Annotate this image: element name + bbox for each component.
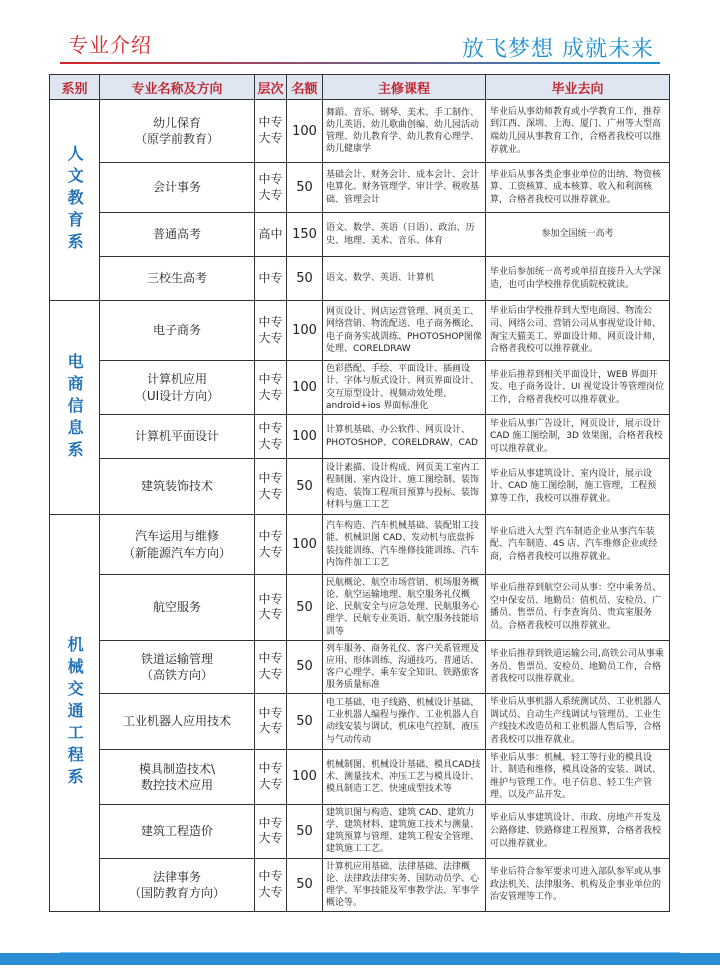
table-row — [50, 100, 670, 163]
major-name: 法律事务 （国防教育方向） — [100, 858, 255, 912]
header-major: 专业名称及方向 — [100, 75, 255, 100]
career-cell: 毕业后从事建筑设计、市政、房地产开发及公路修建、铁路修建工程预算，合格者我校可以推荐就业。 — [486, 805, 670, 859]
quota-cell: 50 — [287, 640, 323, 694]
quota-cell: 50 — [287, 257, 323, 301]
title-divider — [60, 62, 660, 64]
quota-cell: 100 — [287, 361, 323, 415]
quota-cell: 50 — [287, 805, 323, 859]
courses-cell: 舞蹈、音乐、钢琴、美术、手工制作、幼儿英语、幼儿歌曲创编、幼儿园活动 管理、幼儿教育学、幼儿教育心理学、幼儿健康学 — [323, 100, 486, 163]
department-name: 电商信息系 — [50, 301, 100, 515]
quota-cell: 50 — [287, 575, 323, 641]
level-cell: 中专 大专 — [255, 858, 287, 912]
quota-cell: 100 — [287, 749, 323, 804]
major-name: 计算机应用 （UI设计方向） — [100, 361, 255, 415]
career-cell: 毕业后进入大型 汽车制造企业从事汽车装配、汽车制造、4S 店、汽车维修企业或经商，合格者我校可以推荐就业。 — [486, 515, 670, 575]
courses-cell: 机械制图、机械设计基础、模具CAD技术、测量技术、冲压工艺与模具设计、模具制造工艺、快速成型技术等 — [323, 749, 486, 804]
major-name: 电子商务 — [100, 301, 255, 361]
major-name: 建筑工程造价 — [100, 805, 255, 859]
level-cell: 中专 大专 — [255, 640, 287, 694]
table-row — [50, 301, 670, 361]
major-name: 幼儿保育 （原学前教育） — [100, 100, 255, 163]
table-row — [50, 694, 670, 749]
department-name: 人文教育系 — [50, 100, 100, 301]
career-cell: 毕业后符合参军要求可进入部队参军或从事政法机关、法律服务、机构及企事业单位的治安管理等工作。 — [486, 858, 670, 912]
courses-cell: 色彩搭配、手绘、平面设计、插画设计、字体与版式设计、网页界面设计、交互原型设计、视频动效处理、android+ios 界面标准化 — [323, 361, 486, 415]
quota-cell: 150 — [287, 213, 323, 257]
level-cell: 中专 大专 — [255, 163, 287, 213]
career-cell: 毕业后推荐到航空公司从事：空中乘务员、空中保安员、地勤员：值机员、安检员、广播员、售票员、行李查询员、贵宾室服务员。合格者我校可以推荐就业。 — [486, 575, 670, 641]
level-cell: 中专 大专 — [255, 301, 287, 361]
courses-cell: 计算机基础、办公软件、网页设计、PHOTOSHOP、CORELDRAW、CAD — [323, 415, 486, 459]
courses-cell: 列车服务、商务礼仪、客户关系管理及应用、形体训练、沟通技巧、普通话、客户心理学、乘车安全知识、铁路旅客服务质量标准 — [323, 640, 486, 694]
career-cell: 毕业后推荐到相关平面设计，WEB 界面开发、电子商务设计、UI 视觉设计等管理岗位工作，合格者我校可以推荐就业。 — [486, 361, 670, 415]
courses-cell: 电工基础、电子线路、机械设计基础、工业机器人编程与操作、工业机器人自动线安装与调试、机床电气控制、液压与气动传动 — [323, 694, 486, 749]
level-cell: 中专 大专 — [255, 100, 287, 163]
level-cell: 中专 大专 — [255, 805, 287, 859]
quota-cell: 50 — [287, 459, 323, 515]
career-cell: 毕业后推荐到铁道运输公司,高铁公司从事乘务员、售票员、安检员、地勤员工作，合格者我校可以推荐就业。 — [486, 640, 670, 694]
header-career: 毕业去向 — [486, 75, 670, 100]
header-level: 层次 — [255, 75, 287, 100]
footer-bar — [0, 953, 720, 965]
level-cell: 中专 大专 — [255, 694, 287, 749]
majors-table — [49, 74, 670, 912]
career-cell: 毕业后由学校推荐到大型电商园、物流公司、网络公司、营销公司从事视觉设计师、淘宝天猫美工、界面设计师、网页设计师，合格者我校可以推荐就业。 — [486, 301, 670, 361]
major-name: 计算机平面设计 — [100, 415, 255, 459]
quota-cell: 100 — [287, 100, 323, 163]
level-cell: 高中 — [255, 213, 287, 257]
career-cell: 毕业后从事广告设计，网页设计，展示设计 CAD 施工图绘制，3D 效果图，合格者我校可以推荐就业。 — [486, 415, 670, 459]
department-name: 机械交通工程系 — [50, 515, 100, 912]
major-name: 铁道运输管理 （高铁方向） — [100, 640, 255, 694]
header-quota: 名额 — [287, 75, 323, 100]
level-cell: 中专 大专 — [255, 459, 287, 515]
major-name: 工业机器人应用技术 — [100, 694, 255, 749]
level-cell: 中专 大专 — [255, 515, 287, 575]
level-cell: 中专 大专 — [255, 361, 287, 415]
career-cell: 毕业后从事机器人系统测试员、工业机器人调试员、自动生产线调试与管理员、工业生产线技术改造员和工业机器人售后等，合格者我校可以推荐就业。 — [486, 694, 670, 749]
table-header-row — [50, 75, 670, 100]
page-title: 专业介绍 — [68, 33, 152, 57]
slogan: 放飞梦想 成就未来 — [462, 37, 654, 62]
courses-cell: 基础会计、财务会计、成本会计、会计电算化、财务管理学、审计学、税收基础、管理会计 — [323, 163, 486, 213]
major-name: 三校生高考 — [100, 257, 255, 301]
table-row — [50, 415, 670, 459]
career-cell: 毕业后从事幼师教育或小学教育工作，推荐到江西、深圳、上海、厦门、广州等大型高端幼儿园从事教育工作，合格者我校可以推荐就业。 — [486, 100, 670, 163]
quota-cell: 100 — [287, 301, 323, 361]
level-cell: 中专 大专 — [255, 575, 287, 641]
career-cell: 毕业后参加统一高考或单招直接升入大学深造，也可由学校推荐优质院校就读。 — [486, 257, 670, 301]
quota-cell: 100 — [287, 415, 323, 459]
table-row — [50, 257, 670, 301]
courses-cell: 语文、数学、英语（日语）、政治、历史、地理、美术、音乐、体育 — [323, 213, 486, 257]
table-row — [50, 213, 670, 257]
table-row — [50, 749, 670, 804]
table-row — [50, 163, 670, 213]
quota-cell: 50 — [287, 694, 323, 749]
courses-cell: 网页设计、网店运营管理、网页美工、网络营销、物流配送、电子商务概论、电子商务实战训练、PHOTOSHOP图像处理、CORELDRAW — [323, 301, 486, 361]
quota-cell: 100 — [287, 515, 323, 575]
header-department: 系别 — [50, 75, 100, 100]
major-name: 普通高考 — [100, 213, 255, 257]
level-cell: 中专 大专 — [255, 415, 287, 459]
courses-cell: 民航概论、航空市场营销、机场服务概论、航空运输地理、航空服务礼仪概论、民航安全与应急处理、民航服务心理学、民航专业英语、航空服务技能培训等 — [323, 575, 486, 641]
courses-cell: 计算机应用基础、法律基础、法律概论、法律政法律实务、国防动员学、心理学、军事技能及军事教学法、军事学概论等。 — [323, 858, 486, 912]
header-courses: 主修课程 — [323, 75, 486, 100]
table-row — [50, 640, 670, 694]
major-name: 模具制造技术\ 数控技术应用 — [100, 749, 255, 804]
career-cell: 毕业后从事各类企事业单位的出纳、物资核算、工资核算、成本核算、收入和利润核算，合格者我校可以推荐就业。 — [486, 163, 670, 213]
career-cell: 毕业后从事建筑设计、室内设计，展示设计、CAD 施工图绘制，施工管理，工程预算等工作，我校可以推荐就业。 — [486, 459, 670, 515]
table-row — [50, 805, 670, 859]
courses-cell: 建筑识图与构造、建筑 CAD、建筑力学、建筑材料、建筑施工技术与测量、建筑预算与管理、建筑工程安全管理、建筑施工工艺。 — [323, 805, 486, 859]
career-cell: 毕业后从事：机械、轻工等行业的模具设计、制造和维修，模具设备的安装、调试、维护与管理工作。电子信息、轻工生产管理、以及产品开发。 — [486, 749, 670, 804]
career-cell: 参加全国统一高考 — [486, 213, 670, 257]
quota-cell: 50 — [287, 858, 323, 912]
table-row — [50, 858, 670, 912]
courses-cell: 语文、数学、英语、计算机 — [323, 257, 486, 301]
major-name: 汽车运用与维修 （新能源汽车方向） — [100, 515, 255, 575]
courses-cell: 设计素描、设计构成、网页美工室内工程制图、室内设计、施工图绘制、装饰构造、装饰工程项目预算与投标、装饰材料与施工工艺 — [323, 459, 486, 515]
table-row — [50, 575, 670, 641]
table-row — [50, 459, 670, 515]
level-cell: 中专 大专 — [255, 749, 287, 804]
level-cell: 中专 — [255, 257, 287, 301]
major-name: 建筑装饰技术 — [100, 459, 255, 515]
courses-cell: 汽车构造、汽车机械基础、装配钳工技能、机械识图 CAD、发动机与底盘拆装技能训练、汽车维修技能训练、汽车内饰件加工工艺 — [323, 515, 486, 575]
major-name: 会计事务 — [100, 163, 255, 213]
major-name: 航空服务 — [100, 575, 255, 641]
table-row — [50, 361, 670, 415]
quota-cell: 50 — [287, 163, 323, 213]
table-row — [50, 515, 670, 575]
